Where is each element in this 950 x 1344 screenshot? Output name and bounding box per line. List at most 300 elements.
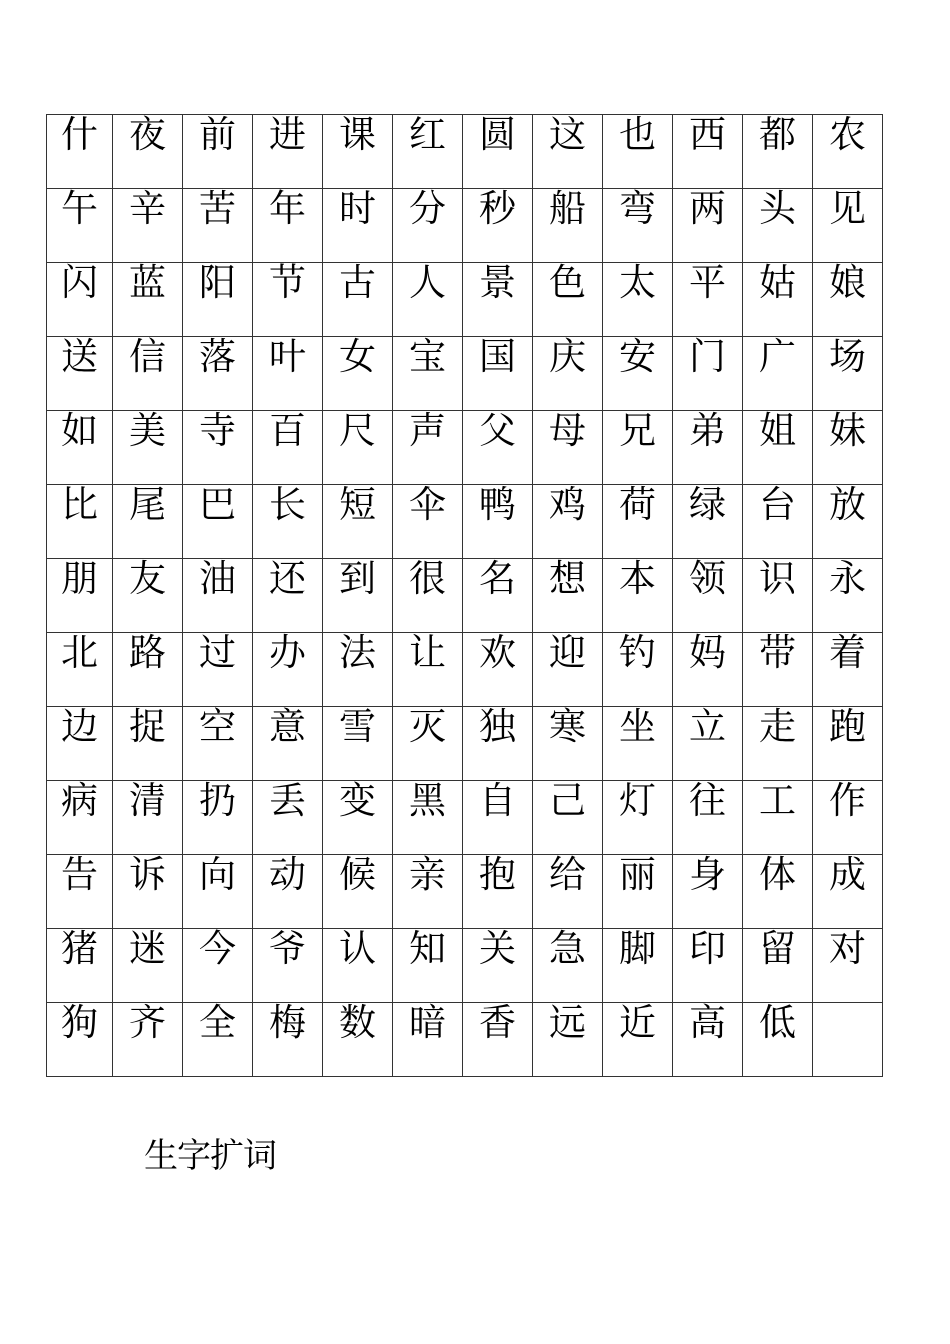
- character: 节: [269, 261, 306, 304]
- grid-cell: [253, 559, 323, 633]
- character: 母: [549, 409, 586, 452]
- grid-cell: [463, 485, 533, 559]
- character: 弟: [689, 409, 726, 452]
- character: 爷: [269, 927, 306, 970]
- character: 梅: [269, 1001, 306, 1044]
- character: 低: [759, 1001, 796, 1044]
- grid-cell: [47, 411, 113, 485]
- grid-cell: [813, 559, 883, 633]
- character: 路: [129, 631, 166, 674]
- grid-cell: [673, 559, 743, 633]
- character: 国: [479, 335, 516, 378]
- grid-row: [47, 189, 883, 263]
- grid-cell: [673, 115, 743, 189]
- grid-cell: [813, 115, 883, 189]
- character: 妈: [689, 631, 726, 674]
- grid-cell: [533, 781, 603, 855]
- character: 作: [829, 779, 866, 822]
- grid-cell: [47, 781, 113, 855]
- character: 知: [409, 927, 446, 970]
- character: 妹: [829, 409, 866, 452]
- grid-cell: [253, 115, 323, 189]
- grid-row: [47, 263, 883, 337]
- character: 秒: [479, 187, 516, 230]
- character: 告: [61, 853, 98, 896]
- grid-cell: [253, 1003, 323, 1077]
- grid-cell: [47, 189, 113, 263]
- character: 年: [269, 187, 306, 230]
- character: 给: [549, 853, 586, 896]
- character: 灯: [619, 779, 656, 822]
- grid-cell: [743, 115, 813, 189]
- character: 长: [269, 483, 306, 526]
- grid-cell: [603, 337, 673, 411]
- grid-cell: [253, 411, 323, 485]
- grid-cell: [183, 411, 253, 485]
- character: 落: [199, 335, 236, 378]
- grid-cell: [113, 855, 183, 929]
- grid-cell: [603, 189, 673, 263]
- character: 自: [479, 779, 516, 822]
- character: 太: [619, 261, 656, 304]
- character: 对: [829, 927, 866, 970]
- character: 兄: [619, 409, 656, 452]
- grid-cell: [673, 781, 743, 855]
- grid-row: [47, 855, 883, 929]
- character: 阳: [199, 261, 236, 304]
- grid-cell: [603, 781, 673, 855]
- character: 尾: [129, 483, 166, 526]
- grid-cell: [533, 929, 603, 1003]
- grid-cell: [463, 781, 533, 855]
- grid-row: [47, 115, 883, 189]
- grid-cell: [323, 559, 393, 633]
- grid-cell: [743, 485, 813, 559]
- character: 信: [129, 335, 166, 378]
- grid-cell: [743, 559, 813, 633]
- character: 独: [479, 705, 516, 748]
- grid-cell: [183, 781, 253, 855]
- grid-cell: [323, 189, 393, 263]
- grid-cell: [533, 633, 603, 707]
- character: 关: [479, 927, 516, 970]
- character: 脚: [619, 927, 656, 970]
- grid-cell: [673, 485, 743, 559]
- grid-cell: [183, 115, 253, 189]
- grid-cell: [183, 263, 253, 337]
- character: 声: [409, 409, 446, 452]
- grid-cell: [253, 929, 323, 1003]
- grid-cell: [673, 189, 743, 263]
- character: 走: [759, 705, 796, 748]
- character: 数: [339, 1001, 376, 1044]
- grid-cell: [113, 485, 183, 559]
- character: 北: [61, 631, 98, 674]
- character: 迷: [129, 927, 166, 970]
- grid-cell: [743, 1003, 813, 1077]
- character: 友: [129, 557, 166, 600]
- grid-row: [47, 929, 883, 1003]
- grid-cell: [183, 1003, 253, 1077]
- character: 课: [339, 113, 376, 156]
- grid-cell: [47, 485, 113, 559]
- character: 近: [619, 1001, 656, 1044]
- character: 如: [61, 409, 98, 452]
- character: 亲: [409, 853, 446, 896]
- character: 叶: [269, 335, 306, 378]
- character: 永: [829, 557, 866, 600]
- grid-cell: [533, 707, 603, 781]
- grid-cell: [743, 855, 813, 929]
- character-grid-body: [47, 115, 883, 1077]
- character: 成: [829, 853, 866, 896]
- character: 空: [199, 705, 236, 748]
- grid-cell: [533, 115, 603, 189]
- character: 候: [339, 853, 376, 896]
- grid-cell: [743, 337, 813, 411]
- grid-cell: [183, 707, 253, 781]
- character: 尺: [339, 409, 376, 452]
- character: 弯: [619, 187, 656, 230]
- character: 猪: [61, 927, 98, 970]
- character: 前: [199, 113, 236, 156]
- character: 办: [269, 631, 306, 674]
- character: 名: [479, 557, 516, 600]
- grid-cell: [603, 929, 673, 1003]
- character: 比: [61, 483, 98, 526]
- character: 红: [409, 113, 446, 156]
- character: 蓝: [129, 261, 166, 304]
- grid-cell: [533, 411, 603, 485]
- grid-cell: [323, 485, 393, 559]
- grid-cell: [323, 855, 393, 929]
- character: 清: [129, 779, 166, 822]
- grid-cell: [183, 633, 253, 707]
- grid-cell: [113, 1003, 183, 1077]
- character: 识: [759, 557, 796, 600]
- grid-cell: [463, 707, 533, 781]
- character: 留: [759, 927, 796, 970]
- character: 时: [339, 187, 376, 230]
- grid-row: [47, 559, 883, 633]
- character: 姑: [759, 261, 796, 304]
- grid-cell: [183, 559, 253, 633]
- character: 台: [759, 483, 796, 526]
- grid-cell: [673, 633, 743, 707]
- character: 丽: [619, 853, 656, 896]
- grid-cell: [673, 337, 743, 411]
- grid-cell: [603, 263, 673, 337]
- grid-cell: [393, 633, 463, 707]
- character: 己: [549, 779, 586, 822]
- grid-cell: [393, 707, 463, 781]
- grid-cell: [113, 337, 183, 411]
- character: 急: [549, 927, 586, 970]
- grid-cell: [323, 263, 393, 337]
- character: 高: [689, 1001, 726, 1044]
- grid-cell: [393, 115, 463, 189]
- character: 鸡: [549, 483, 586, 526]
- character: 狗: [61, 1001, 98, 1044]
- character: 捉: [129, 705, 166, 748]
- grid-cell: [603, 115, 673, 189]
- character: 雪: [339, 705, 376, 748]
- character: 扔: [199, 779, 236, 822]
- character: 平: [689, 261, 726, 304]
- character: 认: [339, 927, 376, 970]
- character: 病: [61, 779, 98, 822]
- grid-cell: [813, 485, 883, 559]
- grid-cell: [393, 1003, 463, 1077]
- character: 短: [339, 483, 376, 526]
- character: 农: [829, 113, 866, 156]
- character: 安: [619, 335, 656, 378]
- grid-cell: [813, 411, 883, 485]
- character: 灭: [409, 705, 446, 748]
- grid-cell: [113, 115, 183, 189]
- grid-cell: [813, 189, 883, 263]
- grid-cell: [393, 929, 463, 1003]
- grid-cell: [463, 929, 533, 1003]
- grid-cell: [603, 559, 673, 633]
- grid-cell: [183, 929, 253, 1003]
- character: 到: [339, 557, 376, 600]
- character: 放: [829, 483, 866, 526]
- character: 意: [269, 705, 306, 748]
- character: 送: [61, 335, 98, 378]
- grid-cell: [323, 633, 393, 707]
- grid-cell: [253, 485, 323, 559]
- grid-cell: [393, 485, 463, 559]
- character: 让: [409, 631, 446, 674]
- grid-cell: [393, 189, 463, 263]
- grid-cell: [603, 633, 673, 707]
- grid-cell: [813, 633, 883, 707]
- grid-cell: [113, 189, 183, 263]
- character: 美: [129, 409, 166, 452]
- character: 夜: [129, 113, 166, 156]
- grid-cell: [673, 929, 743, 1003]
- character: 什: [61, 113, 98, 156]
- character: 远: [549, 1001, 586, 1044]
- character: 百: [269, 409, 306, 452]
- grid-cell: [813, 855, 883, 929]
- character: 苦: [199, 187, 236, 230]
- grid-cell: [533, 485, 603, 559]
- grid-cell: [533, 1003, 603, 1077]
- grid-cell: [183, 485, 253, 559]
- grid-cell: [47, 929, 113, 1003]
- grid-cell: [323, 337, 393, 411]
- grid-row: [47, 337, 883, 411]
- character: 这: [549, 113, 586, 156]
- character: 西: [689, 113, 726, 156]
- grid-row: [47, 707, 883, 781]
- character: 带: [759, 631, 796, 674]
- character: 今: [199, 927, 236, 970]
- grid-cell: [47, 115, 113, 189]
- character: 变: [339, 779, 376, 822]
- grid-row: [47, 781, 883, 855]
- character: 午: [61, 187, 98, 230]
- character: 想: [549, 557, 586, 600]
- grid-cell: [47, 559, 113, 633]
- character: 庆: [549, 335, 586, 378]
- grid-cell: [183, 189, 253, 263]
- grid-cell: [393, 337, 463, 411]
- character: 伞: [409, 483, 446, 526]
- grid-cell: [463, 337, 533, 411]
- character: 女: [339, 335, 376, 378]
- character: 色: [549, 261, 586, 304]
- character: 进: [269, 113, 306, 156]
- grid-cell: [47, 633, 113, 707]
- grid-cell: [743, 263, 813, 337]
- character: 向: [199, 853, 236, 896]
- character: 广: [759, 335, 796, 378]
- grid-cell: [743, 189, 813, 263]
- character: 过: [199, 631, 236, 674]
- grid-cell: [47, 855, 113, 929]
- grid-cell: [183, 337, 253, 411]
- character: 边: [61, 705, 98, 748]
- grid-cell: [743, 411, 813, 485]
- grid-cell: [323, 1003, 393, 1077]
- character: 景: [479, 261, 516, 304]
- character: 船: [549, 187, 586, 230]
- grid-cell: [813, 337, 883, 411]
- character: 人: [409, 261, 446, 304]
- grid-cell: [323, 411, 393, 485]
- character: 娘: [829, 261, 866, 304]
- grid-cell: [47, 263, 113, 337]
- grid-cell: [673, 263, 743, 337]
- grid-cell: [463, 115, 533, 189]
- character: 很: [409, 557, 446, 600]
- character-grid: [46, 114, 883, 1077]
- section-title: 生字扩词: [144, 1136, 276, 1176]
- character: 姐: [759, 409, 796, 452]
- grid-cell: [253, 781, 323, 855]
- grid-cell: [47, 1003, 113, 1077]
- grid-cell: [253, 855, 323, 929]
- character: 都: [759, 113, 796, 156]
- character: 工: [759, 779, 796, 822]
- grid-cell: [113, 263, 183, 337]
- grid-cell: [47, 337, 113, 411]
- character: 往: [689, 779, 726, 822]
- grid-cell: [743, 633, 813, 707]
- character: 坐: [619, 705, 656, 748]
- character: 全: [199, 1001, 236, 1044]
- grid-cell: [113, 707, 183, 781]
- character: 立: [689, 705, 726, 748]
- grid-cell: [463, 855, 533, 929]
- grid-cell: [393, 263, 463, 337]
- character: 法: [339, 631, 376, 674]
- character: 门: [689, 335, 726, 378]
- character: 抱: [479, 853, 516, 896]
- character: 分: [409, 187, 446, 230]
- character: 钓: [619, 631, 656, 674]
- character: 体: [759, 853, 796, 896]
- grid-cell: [533, 559, 603, 633]
- grid-cell: [533, 337, 603, 411]
- character: 巴: [199, 483, 236, 526]
- grid-cell: [673, 707, 743, 781]
- character: 欢: [479, 631, 516, 674]
- character: 辛: [129, 187, 166, 230]
- character: 宝: [409, 335, 446, 378]
- grid-cell: [603, 707, 673, 781]
- grid-cell: [603, 485, 673, 559]
- character: 丢: [269, 779, 306, 822]
- grid-cell: [323, 707, 393, 781]
- grid-cell: [743, 781, 813, 855]
- character: 头: [759, 187, 796, 230]
- character: 古: [339, 261, 376, 304]
- grid-cell: [323, 781, 393, 855]
- character: 本: [619, 557, 656, 600]
- character: 香: [479, 1001, 516, 1044]
- grid-cell: [253, 263, 323, 337]
- character: 齐: [129, 1001, 166, 1044]
- grid-cell: [463, 633, 533, 707]
- character: 两: [689, 187, 726, 230]
- grid-cell: [743, 707, 813, 781]
- grid-cell: [323, 929, 393, 1003]
- character: 闪: [61, 261, 98, 304]
- character: 父: [479, 409, 516, 452]
- grid-cell: [393, 411, 463, 485]
- character: 寺: [199, 409, 236, 452]
- grid-cell: [533, 189, 603, 263]
- grid-row: [47, 485, 883, 559]
- grid-cell: [813, 1003, 883, 1077]
- grid-cell: [603, 411, 673, 485]
- grid-row: [47, 1003, 883, 1077]
- grid-cell: [253, 707, 323, 781]
- grid-cell: [253, 633, 323, 707]
- character: 领: [689, 557, 726, 600]
- grid-cell: [603, 1003, 673, 1077]
- grid-cell: [183, 855, 253, 929]
- character: 场: [829, 335, 866, 378]
- character: 圆: [479, 113, 516, 156]
- grid-cell: [743, 929, 813, 1003]
- grid-cell: [463, 411, 533, 485]
- grid-cell: [253, 189, 323, 263]
- grid-cell: [813, 929, 883, 1003]
- grid-cell: [393, 781, 463, 855]
- character: 黑: [409, 779, 446, 822]
- grid-row: [47, 411, 883, 485]
- grid-cell: [813, 263, 883, 337]
- character: 身: [689, 853, 726, 896]
- grid-row: [47, 633, 883, 707]
- character: 绿: [689, 483, 726, 526]
- character: 跑: [829, 705, 866, 748]
- character: 诉: [129, 853, 166, 896]
- grid-cell: [673, 411, 743, 485]
- character: 还: [269, 557, 306, 600]
- character: 见: [829, 187, 866, 230]
- grid-cell: [113, 559, 183, 633]
- grid-cell: [533, 855, 603, 929]
- grid-cell: [393, 559, 463, 633]
- grid-cell: [463, 559, 533, 633]
- grid-cell: [113, 781, 183, 855]
